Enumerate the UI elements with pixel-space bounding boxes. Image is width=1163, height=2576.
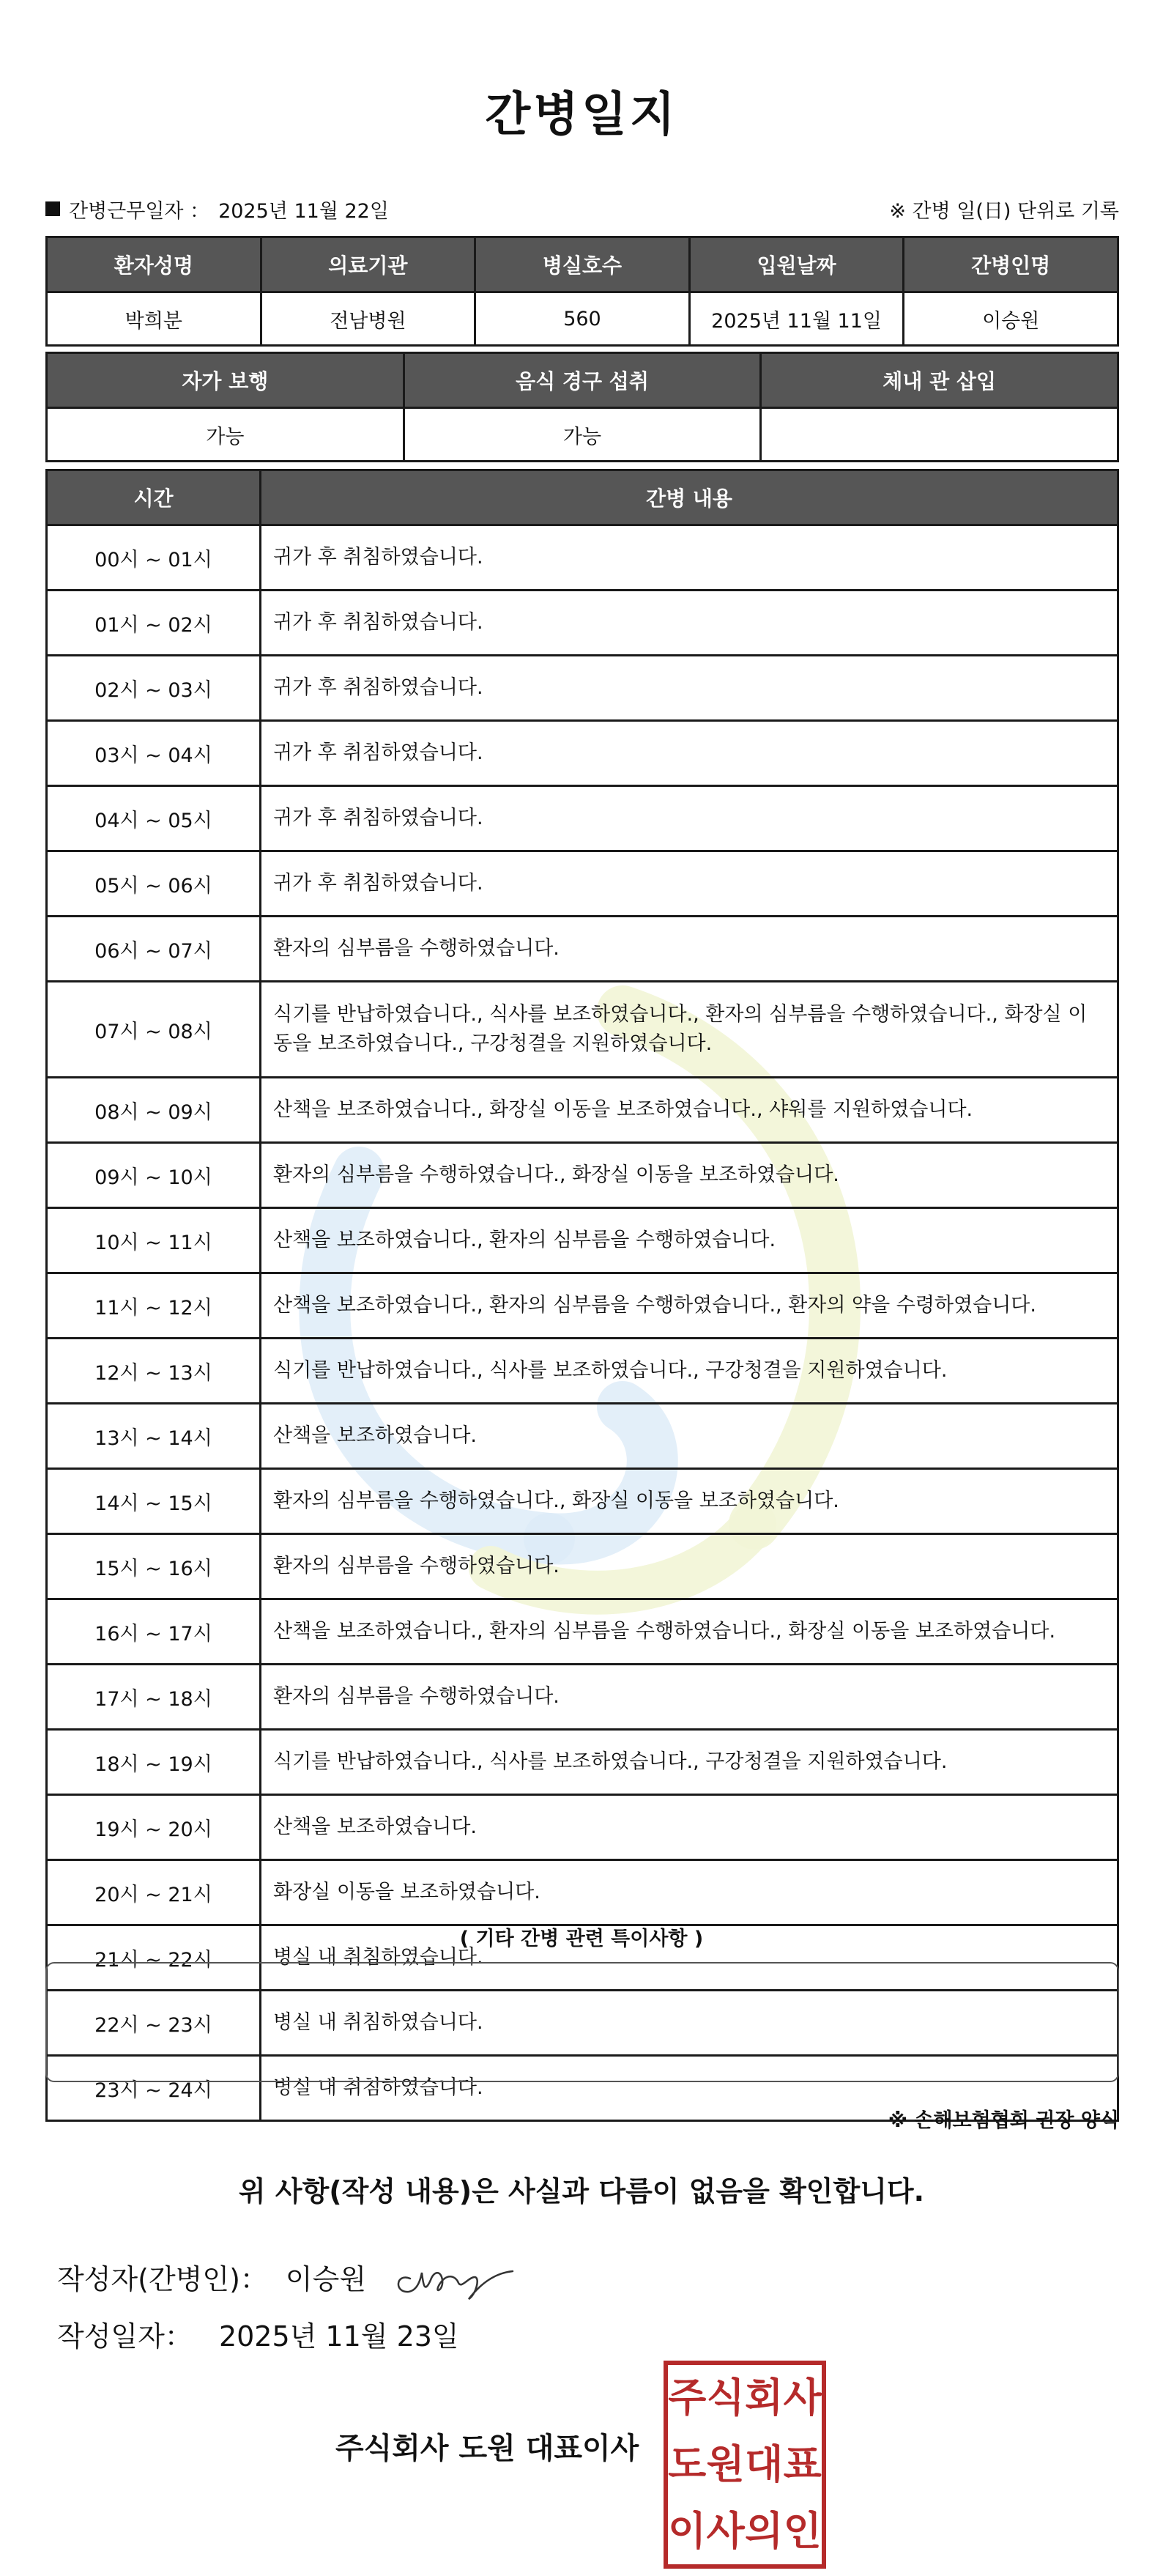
row-content: 산책을 보조하였습니다., 환자의 심부름을 수행하였습니다., 환자의 약을 수령하였습니다. <box>261 1273 1118 1339</box>
company-representative: 주식회사 도원 대표이사 <box>335 2432 639 2465</box>
table-row <box>47 1860 1118 1925</box>
table-row <box>47 982 1118 1078</box>
header-hospital: 의료기관 <box>261 237 475 292</box>
row-time: 12시 ~ 13시 <box>47 1339 261 1404</box>
room-number: 560 <box>475 292 690 346</box>
writer-line <box>57 2251 520 2302</box>
header-care-content: 간병 내용 <box>261 470 1118 525</box>
row-time: 21시 ~ 22시 <box>47 1925 261 1991</box>
row-content: 귀가 후 취침하였습니다. <box>261 851 1118 917</box>
row-time: 14시 ~ 15시 <box>47 1469 261 1534</box>
table-row <box>47 1208 1118 1273</box>
row-time: 08시 ~ 09시 <box>47 1078 261 1143</box>
row-content: 환자의 심부름을 수행하였습니다., 화장실 이동을 보조하였습니다. <box>261 1469 1118 1534</box>
row-time: 07시 ~ 08시 <box>47 982 261 1078</box>
row-time: 02시 ~ 03시 <box>47 656 261 721</box>
work-date-label: 간병근무일자 ： <box>69 199 210 223</box>
table-row <box>47 1795 1118 1860</box>
row-content: 산책을 보조하였습니다. <box>261 1795 1118 1860</box>
row-content: 환자의 심부름을 수행하였습니다. <box>261 1534 1118 1599</box>
writer-name: 이승원 <box>285 2262 367 2295</box>
table-row <box>47 1404 1118 1469</box>
row-time: 03시 ~ 04시 <box>47 721 261 786</box>
written-date-label: 작성일자： <box>57 2320 193 2353</box>
table-row <box>47 1534 1118 1599</box>
row-time: 04시 ~ 05시 <box>47 786 261 851</box>
square-bullet-icon <box>45 201 60 216</box>
row-time: 11시 ~ 12시 <box>47 1273 261 1339</box>
row-time: 17시 ~ 18시 <box>47 1665 261 1730</box>
table-row <box>47 1273 1118 1339</box>
header-walking: 자가 보행 <box>47 353 404 408</box>
row-time: 06시 ~ 07시 <box>47 917 261 982</box>
company-seal-stamp: 주 식 회 사 도 원 대 표 이 사 의 인 <box>664 2361 826 2569</box>
table-row <box>47 917 1118 982</box>
row-content: 식기를 반납하였습니다., 식사를 보조하였습니다., 환자의 심부름을 수행하였습니다., 화장실 이동을 보조하였습니다., 구강청결을 지원하였습니다. <box>261 982 1118 1078</box>
row-content: 환자의 심부름을 수행하였습니다. <box>261 917 1118 982</box>
oral-intake-value: 가능 <box>404 408 761 462</box>
form-source-note: ※ 손해보험협회 권장 양식 <box>888 2109 1119 2132</box>
caregiver-name: 이승원 <box>904 292 1118 346</box>
table-row <box>47 656 1118 721</box>
header-room: 병실호수 <box>475 237 690 292</box>
patient-status-table <box>45 352 1119 462</box>
table-row <box>47 1730 1118 1795</box>
header-time: 시간 <box>47 470 261 525</box>
meta-row <box>45 192 1119 226</box>
table-row <box>47 1665 1118 1730</box>
work-date <box>45 195 389 223</box>
page-title: 간병일지 <box>485 88 678 142</box>
admission-date: 2025년 11월 11일 <box>689 292 904 346</box>
row-time: 18시 ~ 19시 <box>47 1730 261 1795</box>
row-content: 병실 내 취침하였습니다. <box>261 1991 1118 2056</box>
row-content: 귀가 후 취침하였습니다. <box>261 591 1118 656</box>
row-time: 23시 ~ 24시 <box>47 2056 261 2121</box>
table-row <box>47 786 1118 851</box>
header-oral-intake: 음식 경구 섭취 <box>404 353 761 408</box>
row-content: 병실 내 취침하였습니다. <box>261 2056 1118 2121</box>
row-content: 식기를 반납하였습니다., 식사를 보조하였습니다., 구강청결을 지원하였습니다. <box>261 1730 1118 1795</box>
row-content: 귀가 후 취침하였습니다. <box>261 525 1118 591</box>
table-row <box>47 851 1118 917</box>
row-time: 10시 ~ 11시 <box>47 1208 261 1273</box>
special-notes-title: ( 기타 간병 관련 특이사항 ) <box>459 1928 704 1950</box>
tube-value <box>761 408 1118 462</box>
header-patient-name: 환자성명 <box>47 237 261 292</box>
work-date-value: 2025년 11월 22일 <box>218 199 389 223</box>
header-caregiver: 간병인명 <box>904 237 1118 292</box>
confirmation-statement: 위 사항(작성 내용)은 사실과 다름이 없음을 확인합니다. <box>238 2175 925 2207</box>
row-time: 13시 ~ 14시 <box>47 1404 261 1469</box>
row-content: 식기를 반납하였습니다., 식사를 보조하였습니다., 구강청결을 지원하였습니다. <box>261 1339 1118 1404</box>
record-unit-note: ※ 간병 일(日) 단위로 기록 <box>889 199 1119 223</box>
hospital: 전남병원 <box>261 292 475 346</box>
row-content: 귀가 후 취침하였습니다. <box>261 786 1118 851</box>
table-row <box>47 1339 1118 1404</box>
table-row <box>47 525 1118 591</box>
row-time: 09시 ~ 10시 <box>47 1143 261 1208</box>
row-time: 16시 ~ 17시 <box>47 1599 261 1665</box>
table-row <box>47 591 1118 656</box>
header-tube: 체내 관 삽입 <box>761 353 1118 408</box>
row-time: 01시 ~ 02시 <box>47 591 261 656</box>
writer-label: 작성자(간병인)： <box>57 2262 268 2295</box>
row-time: 20시 ~ 21시 <box>47 1860 261 1925</box>
row-time: 22시 ~ 23시 <box>47 1991 261 2056</box>
walking-value: 가능 <box>47 408 404 462</box>
header-admission-date: 입원날짜 <box>689 237 904 292</box>
row-content: 화장실 이동을 보조하였습니다. <box>261 1860 1118 1925</box>
patient-name: 박희분 <box>47 292 261 346</box>
row-content: 산책을 보조하였습니다., 환자의 심부름을 수행하였습니다., 화장실 이동을 보조하였습니다. <box>261 1599 1118 1665</box>
row-time: 00시 ~ 01시 <box>47 525 261 591</box>
row-content: 귀가 후 취침하였습니다. <box>261 656 1118 721</box>
row-content: 환자의 심부름을 수행하였습니다., 화장실 이동을 보조하였습니다. <box>261 1143 1118 1208</box>
signature-icon <box>388 2251 520 2302</box>
row-content: 병실 내 취침하였습니다. <box>261 1925 1118 1991</box>
care-log-table <box>45 469 1119 2122</box>
written-date-value: 2025년 11월 23일 <box>218 2320 459 2353</box>
special-notes-box <box>45 1962 1119 2082</box>
table-row <box>47 1078 1118 1143</box>
row-content: 귀가 후 취침하였습니다. <box>261 721 1118 786</box>
table-row <box>47 721 1118 786</box>
row-content: 산책을 보조하였습니다., 화장실 이동을 보조하였습니다., 샤워를 지원하였습니다. <box>261 1078 1118 1143</box>
patient-info-table <box>45 236 1119 347</box>
row-time: 19시 ~ 20시 <box>47 1795 261 1860</box>
row-content: 산책을 보조하였습니다., 환자의 심부름을 수행하였습니다. <box>261 1208 1118 1273</box>
table-row <box>47 1599 1118 1665</box>
row-content: 환자의 심부름을 수행하였습니다. <box>261 1665 1118 1730</box>
table-row <box>47 1469 1118 1534</box>
written-date-line <box>57 2314 459 2354</box>
row-time: 15시 ~ 16시 <box>47 1534 261 1599</box>
table-row <box>47 1143 1118 1208</box>
row-time: 05시 ~ 06시 <box>47 851 261 917</box>
row-content: 산책을 보조하였습니다. <box>261 1404 1118 1469</box>
